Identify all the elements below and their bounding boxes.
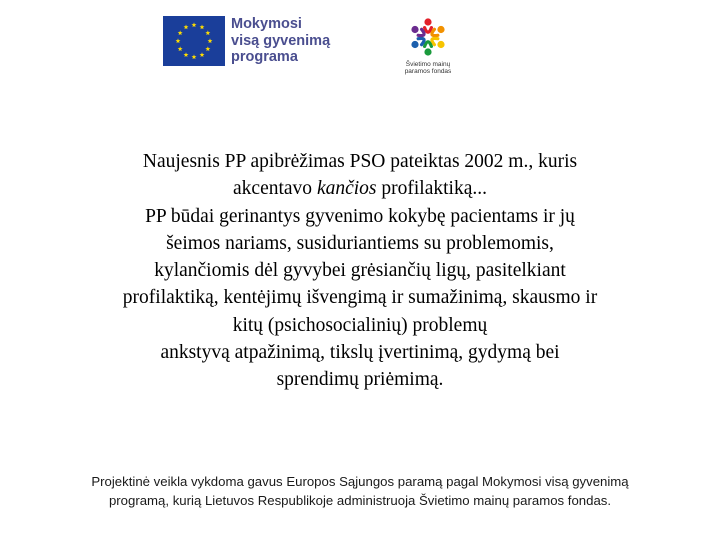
text-line <box>40 175 680 202</box>
text-line: Naujesnis PP apibrėžimas PSO pateiktas 2002 m., kuris <box>142 151 578 172</box>
text-line: kitų (psichosocialinių) problemų <box>232 314 488 336</box>
eu-star-icon <box>184 25 189 30</box>
eu-program-line: visą gyvenimą <box>231 32 331 49</box>
exchange-foundation-line: paramos fondas <box>404 68 452 75</box>
eu-star-icon <box>178 46 183 51</box>
eu-star-icon <box>192 22 197 27</box>
figure-head-icon <box>411 26 418 33</box>
exchange-foundation-line: Švietimo mainų <box>405 61 451 68</box>
figure-body-icon <box>432 38 438 44</box>
eu-star-icon <box>205 46 210 51</box>
eu-star-icon <box>200 52 205 57</box>
italic-term: kančios <box>316 178 377 200</box>
text-fragment: akcentavo <box>233 178 317 200</box>
eu-program-logo <box>163 16 338 66</box>
text-line: kylančiomis dėl gyvybei grėsiančių ligų, pasitelkiant <box>154 260 566 282</box>
eu-stars-icon <box>163 16 225 66</box>
footer-line: programą, kurią Lietuvos Respublikoje administruoja Švietimo mainų paramos fondas. <box>108 493 612 508</box>
figure-head-icon <box>424 48 431 55</box>
text-line: profilaktiką, kentėjimų išvengimą ir sumažinimą, skausmo ir <box>122 287 598 309</box>
text-line: ankstyvą atpažinimą, tikslų įvertinimą, gydymą bei <box>160 342 560 364</box>
figure-head-icon <box>437 41 444 48</box>
text-line: šeimos nariams, susiduriantiems su problemomis, <box>166 232 554 254</box>
main-definition-text <box>40 148 680 394</box>
figure-head-icon <box>437 26 444 33</box>
eu-star-icon <box>178 30 183 35</box>
eu-star-icon <box>184 52 189 57</box>
eu-star-icon <box>192 54 197 59</box>
figure-body-icon <box>418 29 424 35</box>
figure-body-icon <box>425 28 432 33</box>
people-circle-icon <box>396 13 460 61</box>
text-line: sprendimų priėmimą. <box>276 369 444 391</box>
eu-program-line: programa <box>231 49 298 65</box>
figure-body-icon <box>432 29 438 35</box>
figure-body-icon <box>418 38 424 44</box>
eu-flag-icon <box>163 16 225 66</box>
figure-body-icon <box>425 42 432 47</box>
figure-head-icon <box>411 41 418 48</box>
text-fragment: profilaktiką... <box>376 178 487 200</box>
footer-line: Projektinė veikla vykdoma gavus Europos Sąjungos paramą pagal Mokymosi visą gyvenimą <box>91 474 629 489</box>
eu-star-icon <box>176 38 181 43</box>
figure-head-icon <box>424 18 431 25</box>
text-line: PP būdai gerinantys gyvenimo kokybę pacientams ir jų <box>145 205 575 227</box>
eu-program-line: Mokymosi <box>231 16 302 32</box>
eu-star-icon <box>208 38 213 43</box>
eu-program-name <box>231 16 330 66</box>
eu-star-icon <box>200 25 205 30</box>
exchange-foundation-logo <box>396 13 460 75</box>
eu-star-icon <box>205 30 210 35</box>
funding-notice <box>20 472 700 510</box>
exchange-foundation-name <box>396 61 460 75</box>
